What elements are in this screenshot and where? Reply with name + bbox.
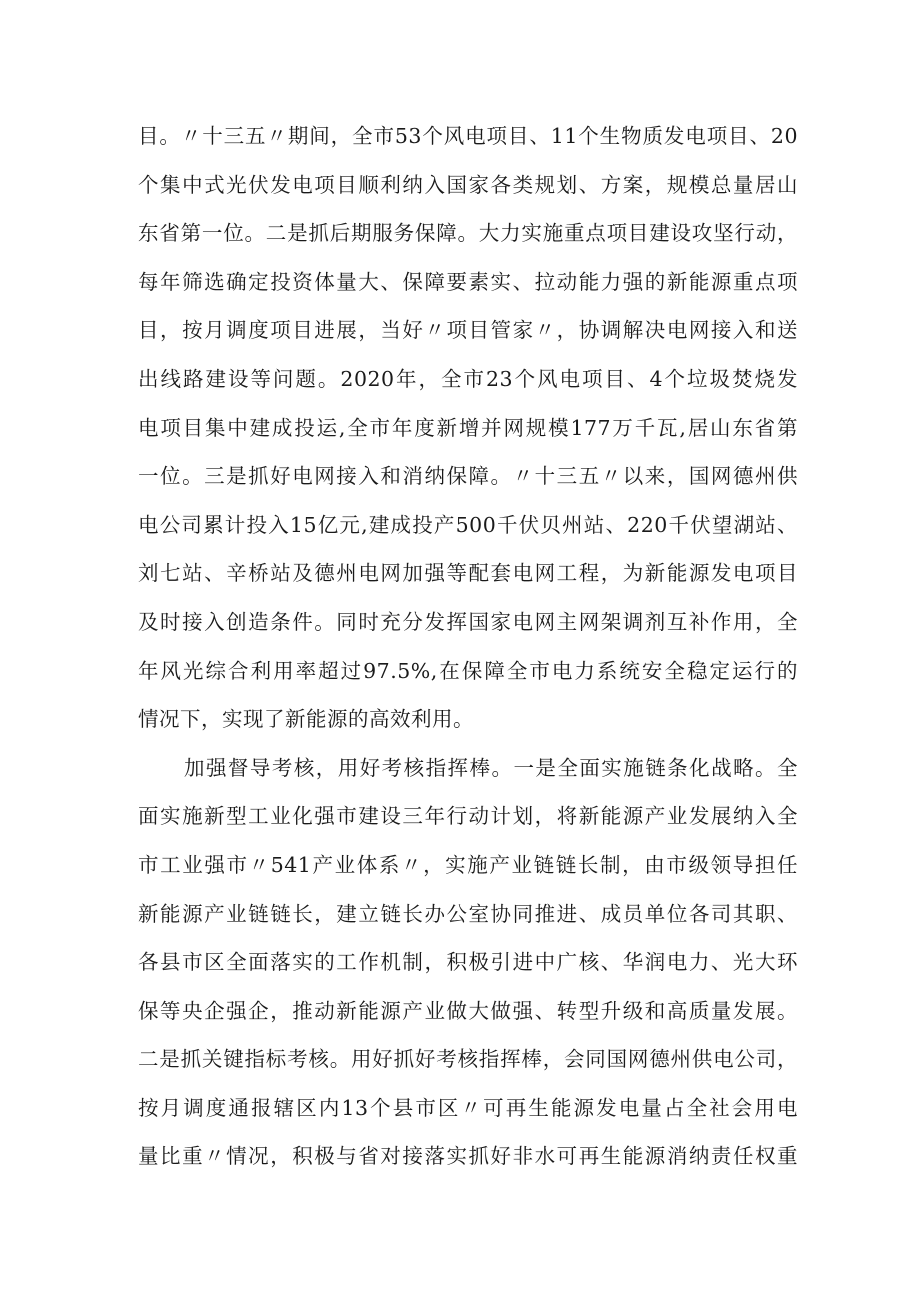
text-line: 目，按月调度项目进展，当好〃项目管家〃，协调解决电网接入和送 bbox=[138, 318, 798, 343]
text-line: 保等央企强企，推动新能源产业做大做强、转型升级和高质量发展。 bbox=[138, 998, 798, 1023]
text-line: 情况下，实现了新能源的高效利用。 bbox=[138, 707, 474, 732]
text-line: 刘七站、辛桥站及德州电网加强等配套电网工程，为新能源发电项目 bbox=[138, 561, 798, 586]
text-line: 按月调度通报辖区内13个县市区〃可再生能源发电量占全社会用电 bbox=[138, 1095, 798, 1120]
text-line: 一位。三是抓好电网接入和消纳保障。〃十三五〃以来，国网德州供 bbox=[138, 464, 798, 489]
text-line: 二是抓关键指标考核。用好抓好考核指挥棒，会同国网德州供电公司， bbox=[138, 1047, 798, 1072]
text-line: 量比重〃情况，积极与省对接落实抓好非水可再生能源消纳责任权重 bbox=[138, 1144, 798, 1169]
text-line: 各县市区全面落实的工作机制，积极引进中广核、华润电力、光大环 bbox=[138, 950, 798, 975]
body-text bbox=[138, 112, 798, 1181]
text-line: 电项目集中建成投运,全市年度新增并网规模177万千瓦,居山东省第 bbox=[138, 415, 798, 440]
text-line: 市工业强市〃541产业体系〃，实施产业链链长制，由市级领导担任 bbox=[138, 852, 798, 877]
text-line: 面实施新型工业化强市建设三年行动计划，将新能源产业发展纳入全 bbox=[138, 804, 798, 829]
paragraph-first-line: 加强督导考核，用好考核指挥棒。一是全面实施链条化战略。全 bbox=[184, 755, 798, 780]
text-line: 个集中式光伏发电项目顺利纳入国家各类规划、方案，规模总量居山 bbox=[138, 172, 798, 197]
text-line: 电公司累计投入15亿元,建成投产500千伏贝州站、220千伏望湖站、 bbox=[138, 512, 798, 537]
text-line: 年风光综合利用率超过97.5%,在保障全市电力系统安全稳定运行的 bbox=[138, 658, 798, 683]
text-line: 每年筛选确定投资体量大、保障要素实、拉动能力强的新能源重点项 bbox=[138, 269, 798, 294]
text-line: 目。〃十三五〃期间，全市53个风电项目、11个生物质发电项目、20 bbox=[138, 124, 798, 148]
text-line: 东省第一位。二是抓后期服务保障。大力实施重点项目建设攻坚行动， bbox=[138, 221, 798, 246]
text-line: 出线路建设等问题。2020年，全市23个风电项目、4个垃圾焚烧发 bbox=[138, 366, 798, 391]
text-line: 新能源产业链链长，建立链长办公室协同推进、成员单位各司其职、 bbox=[138, 901, 798, 926]
text-line: 及时接入创造条件。同时充分发挥国家电网主网架调剂互补作用，全 bbox=[138, 609, 798, 634]
